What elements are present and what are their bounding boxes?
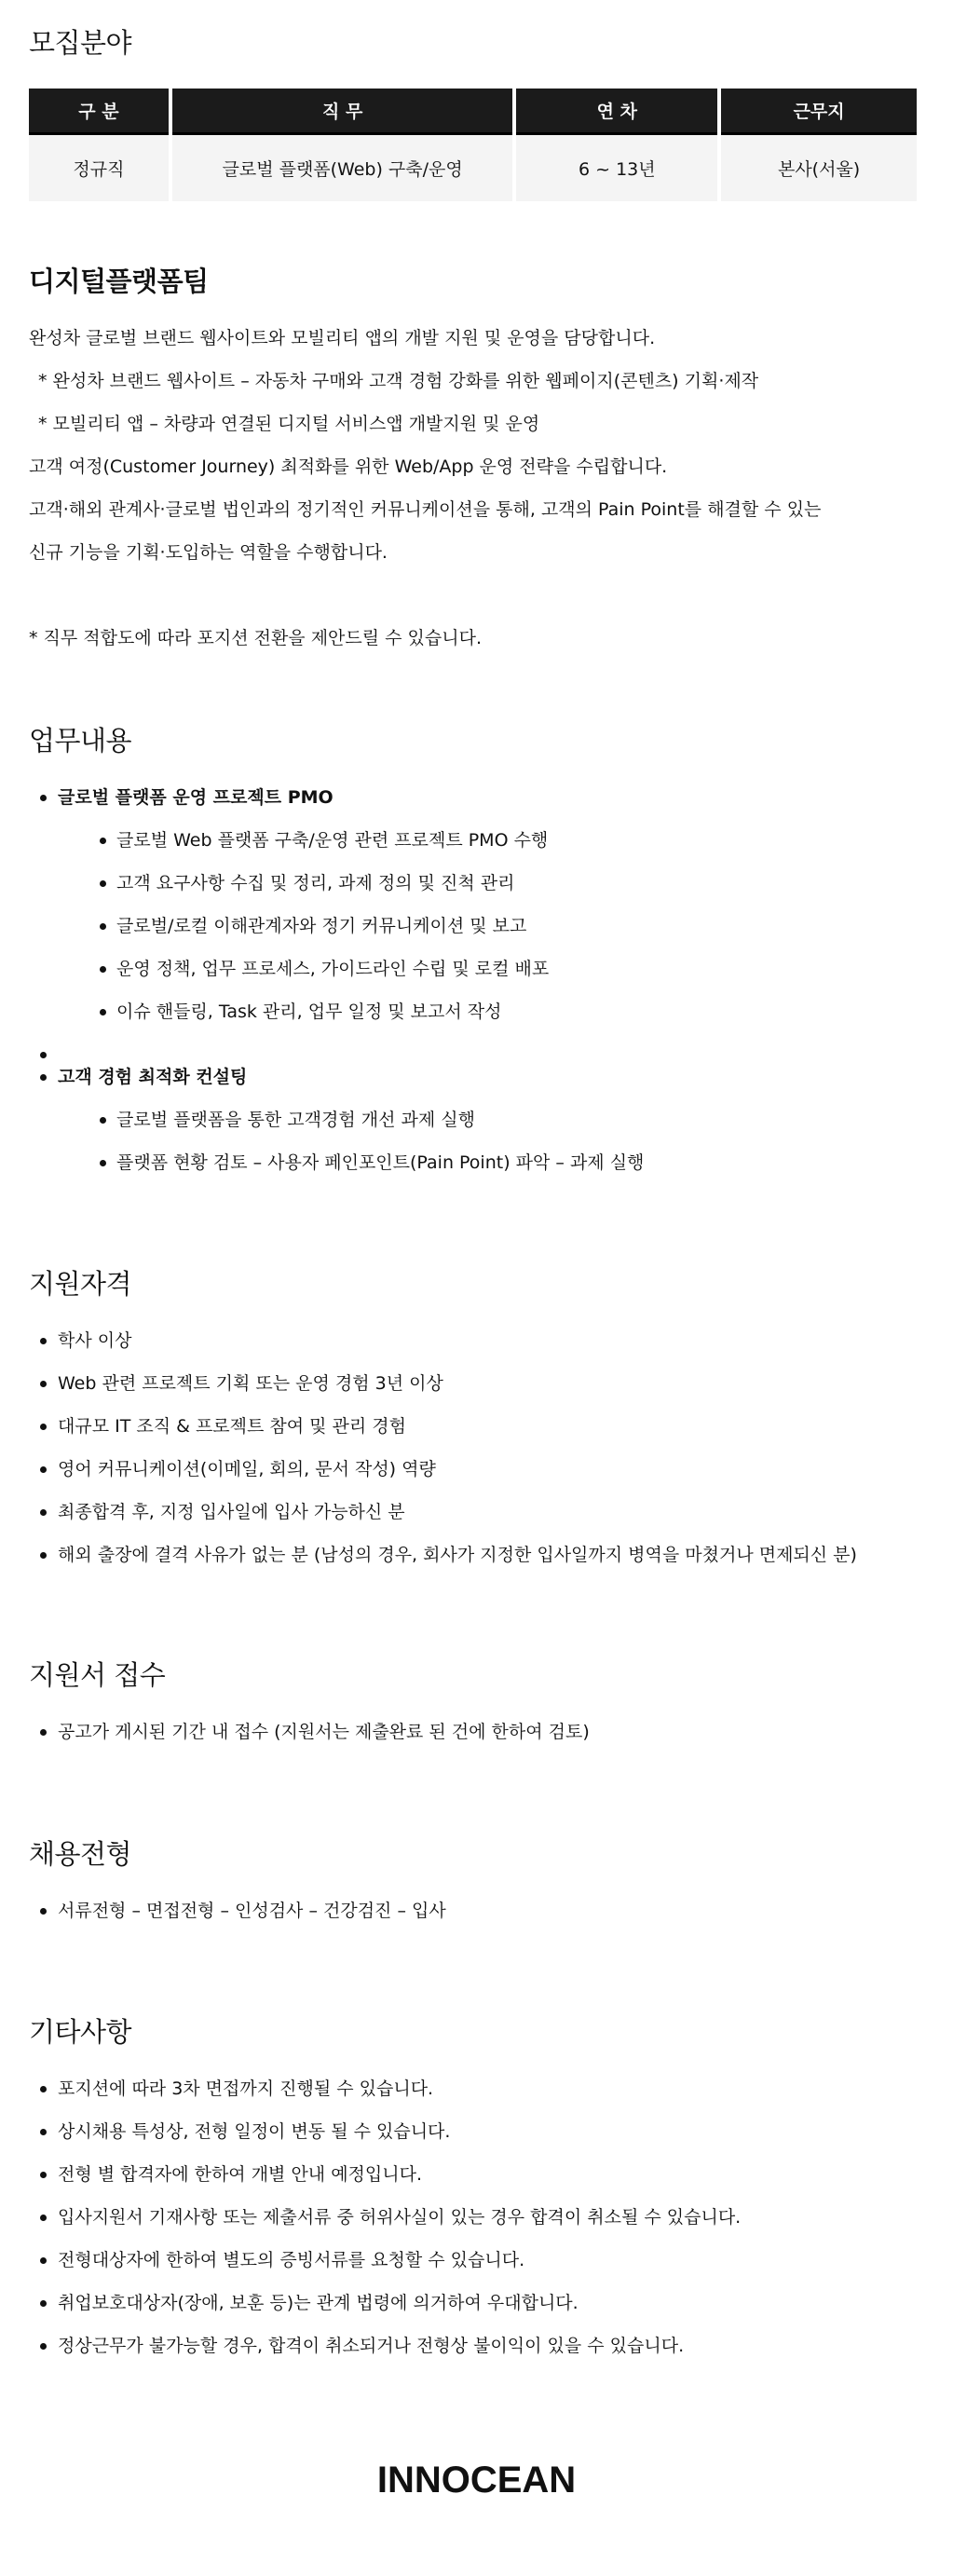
list-item: 글로벌/로컬 이해관계자와 정기 커뮤니케이션 및 보고 (58, 905, 924, 947)
list-item: 공고가 게시된 기간 내 접수 (지원서는 제출완료 된 건에 한하여 검토) (29, 1711, 924, 1753)
list-item: 영어 커뮤니케이션(이메일, 회의, 문서 작성) 역량 (29, 1448, 924, 1491)
application-title: 지원서 접수 (29, 1659, 166, 1691)
duty-group-heading: 고객 경험 최적화 컨설팅 (58, 1067, 248, 1087)
spacer (29, 574, 924, 617)
team-section (29, 265, 924, 660)
cell-job: 글로벌 플랫폼(Web) 구축/운영 (172, 135, 513, 201)
list-item: Web 관련 프로젝트 기획 또는 운영 경험 3년 이상 (29, 1362, 924, 1405)
qualifications-list (29, 1319, 924, 1576)
header-type: 구 분 (29, 89, 169, 135)
team-title: 디지털플랫폼팀 (29, 266, 209, 297)
application-list (29, 1711, 924, 1753)
header-job: 직 무 (172, 89, 513, 135)
team-description (29, 317, 924, 660)
cell-location: 본사(서울) (721, 135, 917, 201)
cell-years: 6 ~ 13년 (516, 135, 717, 201)
team-line: * 모빌리티 앱 – 차량과 연결된 디지털 서비스앱 개발지원 및 운영 (38, 414, 540, 434)
team-line: 신규 기능을 기획·도입하는 역할을 수행합니다. (29, 542, 388, 563)
duties-section (29, 724, 924, 1184)
qualifications-section (29, 1267, 924, 1576)
list-item: 서류전형 – 면접전형 – 인성검사 – 건강검진 – 입사 (29, 1889, 924, 1932)
list-item (29, 1056, 924, 1184)
duties-title: 업무내용 (29, 725, 132, 756)
list-item: 이슈 핸들링, Task 관리, 업무 일정 및 보고서 작성 (58, 990, 924, 1033)
innocean-logo: INNOCEAN (376, 2460, 577, 2501)
team-line: 고객·해외 관계사·글로벌 법인과의 정기적인 커뮤니케이션을 통해, 고객의 Pain Point를 해결할 수 있는 (29, 499, 822, 520)
list-item: 고객 요구사항 수집 및 정리, 과제 정의 및 진척 관리 (58, 862, 924, 905)
team-line: 고객 여정(Customer Journey) 최적화를 위한 Web/App 운영 전략을 수립합니다. (29, 457, 668, 477)
list-item: 글로벌 Web 플랫폼 구축/운영 관련 프로젝트 PMO 수행 (58, 819, 924, 862)
list-item: 상시채용 특성상, 전형 일정이 변동 될 수 있습니다. (29, 2110, 924, 2153)
list-item (29, 776, 924, 1033)
recruit-table-header-row (29, 89, 917, 135)
process-title: 채용전형 (29, 1838, 132, 1870)
list-item: 전형대상자에 한하여 별도의 증빙서류를 요청할 수 있습니다. (29, 2239, 924, 2282)
team-line: 완성차 글로벌 브랜드 웹사이트와 모빌리티 앱의 개발 지원 및 운영을 담당합니다. (29, 328, 656, 348)
etc-list (29, 2067, 924, 2367)
duty-sub-list (58, 819, 924, 1033)
process-section (29, 1837, 924, 1932)
etc-title: 기타사항 (29, 2016, 132, 2048)
application-section (29, 1658, 924, 1753)
list-item: 글로벌 플랫폼을 통한 고객경험 개선 과제 실행 (58, 1098, 924, 1141)
list-item: 포지션에 따라 3차 면접까지 진행될 수 있습니다. (29, 2067, 924, 2110)
duty-group-heading: 글로벌 플랫폼 운영 프로젝트 PMO (58, 787, 334, 808)
recruit-field-title: 모집분야 (29, 27, 132, 59)
duties-list (29, 776, 924, 1184)
process-list (29, 1889, 924, 1932)
list-item: 플랫폼 현황 검토 – 사용자 페인포인트(Pain Point) 파악 – 과제 실행 (58, 1141, 924, 1184)
list-item: 전형 별 합격자에 한하여 개별 안내 예정입니다. (29, 2153, 924, 2196)
team-note: * 직무 적합도에 따라 포지션 전환을 제안드릴 수 있습니다. (29, 628, 482, 648)
etc-section (29, 2015, 924, 2367)
list-item: 대규모 IT 조직 & 프로젝트 참여 및 관리 경험 (29, 1405, 924, 1448)
header-years: 연 차 (516, 89, 717, 135)
recruit-field-section (29, 26, 924, 201)
recruit-table (25, 89, 920, 201)
spacer (29, 1033, 924, 1056)
list-item: 취업보호대상자(장애, 보훈 등)는 관계 법령에 의거하여 우대합니다. (29, 2282, 924, 2324)
list-item: 정상근무가 불가능할 경우, 합격이 취소되거나 전형상 불이익이 있을 수 있습니다. (29, 2324, 924, 2367)
list-item: 해외 출장에 결격 사유가 없는 분 (남성의 경우, 회사가 지정한 입사일까지 병역을 마쳤거나 면제되신 분) (29, 1533, 924, 1576)
table-row (29, 135, 917, 201)
header-location: 근무지 (721, 89, 917, 135)
cell-type: 정규직 (29, 135, 169, 201)
duty-sub-list (58, 1098, 924, 1184)
list-item: 운영 정책, 업무 프로세스, 가이드라인 수립 및 로컬 배포 (58, 947, 924, 990)
list-item: 최종합격 후, 지정 입사일에 입사 가능하신 분 (29, 1491, 924, 1533)
qualifications-title: 지원자격 (29, 1268, 132, 1300)
list-item: 학사 이상 (29, 1319, 924, 1362)
team-line: * 완성차 브랜드 웹사이트 – 자동차 구매와 고객 경험 강화를 위한 웹페이지(콘텐츠) 기획·제작 (38, 371, 759, 391)
list-item: 입사지원서 기재사항 또는 제출서류 중 허위사실이 있는 경우 합격이 취소될 수 있습니다. (29, 2196, 924, 2239)
